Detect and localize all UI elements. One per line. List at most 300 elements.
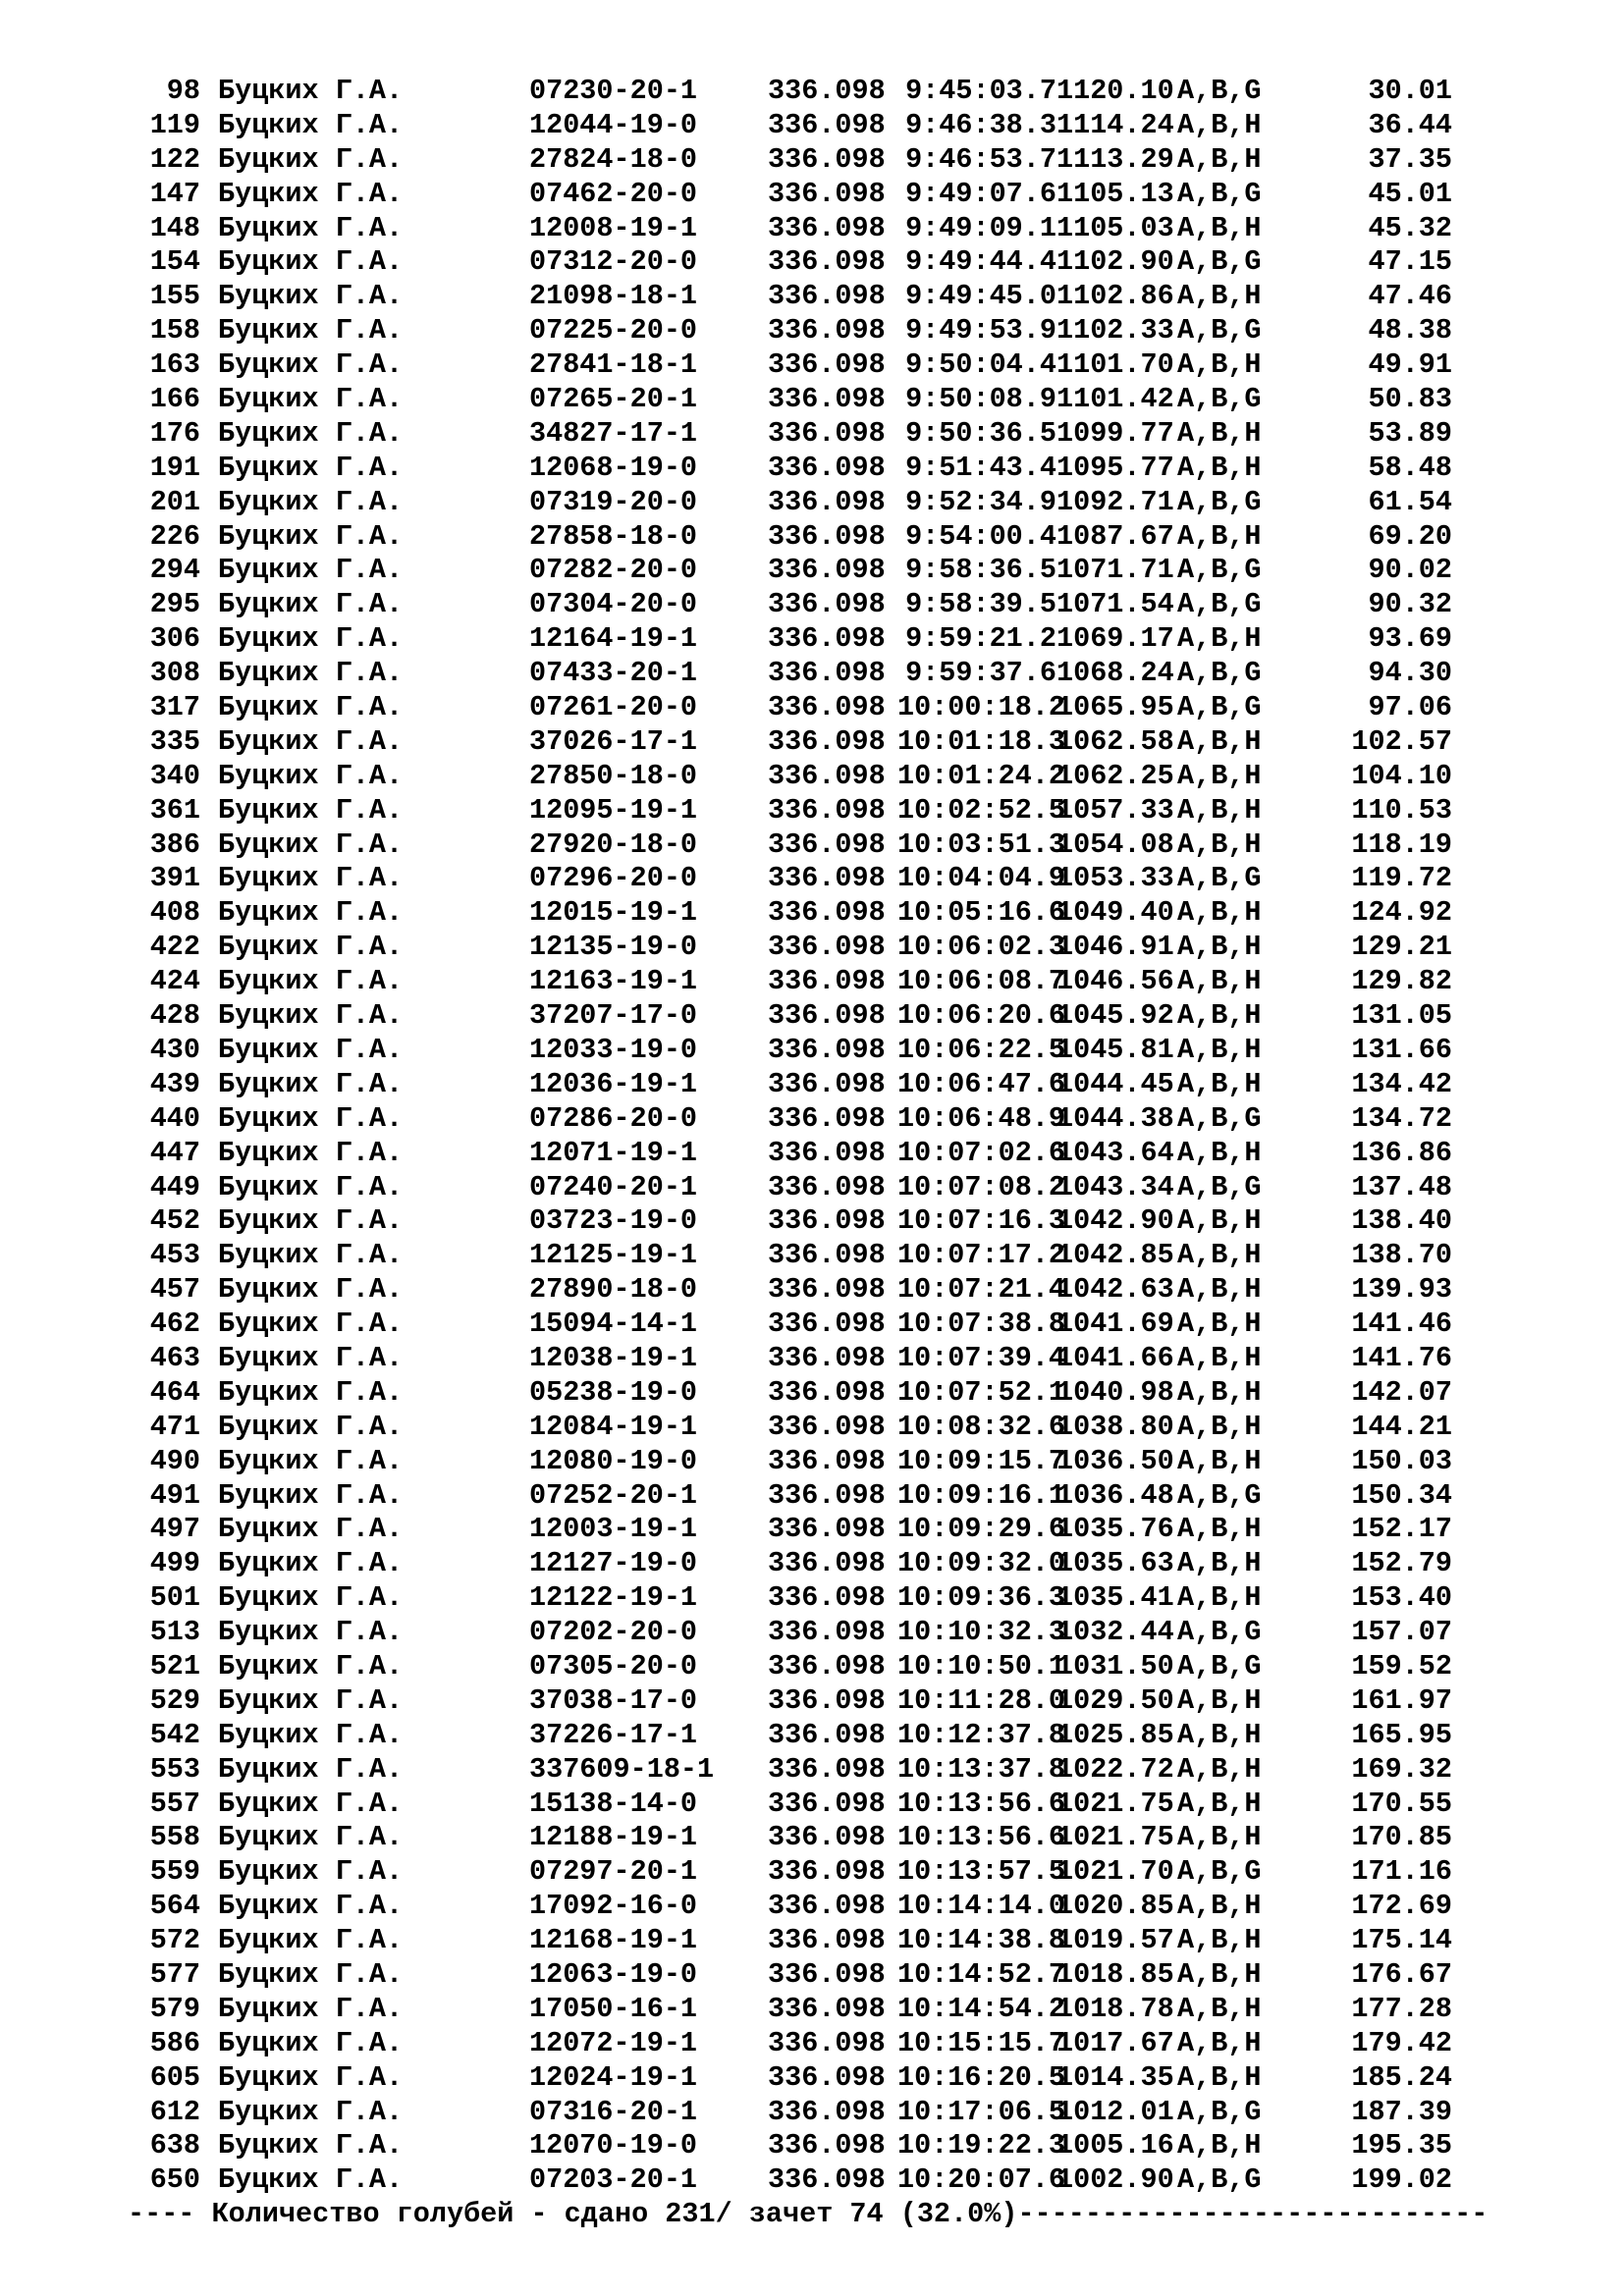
table-row [141,828,1595,863]
distance-cell: 336.098 [768,451,886,484]
category-flags-cell: A,B,H [1177,2060,1262,2094]
category-flags-cell: A,B,H [1177,1787,1262,1820]
ring-number-cell: 12168-19-1 [529,1924,698,1957]
name-cell: Буцких Г.А. [218,1341,404,1374]
place-cell: 558 [149,1821,200,1854]
table-row [141,862,1595,896]
speed-cell: 1022.72 [1056,1752,1174,1786]
speed-cell: 1021.75 [1056,1787,1174,1820]
table-row [141,1137,1595,1171]
points-cell: 195.35 [1351,2129,1452,2163]
name-cell: Буцких Г.А. [218,108,404,141]
arrival-time-cell: 10:08:32.6 [897,1410,1066,1443]
table-row [141,2096,1595,2130]
table-row [141,1034,1595,1068]
arrival-time-cell: 10:04:04.9 [897,862,1066,895]
place-cell: 386 [149,828,200,861]
arrival-time-cell: 10:20:07.6 [897,2163,1066,2197]
category-flags-cell: A,B,H [1177,828,1262,861]
place-cell: 462 [149,1308,200,1341]
name-cell: Буцких Г.А. [218,1478,404,1512]
place-cell: 612 [149,2095,200,2128]
points-cell: 170.55 [1351,1787,1452,1820]
place-cell: 463 [149,1341,200,1374]
arrival-time-cell: 9:49:09.1 [905,211,1056,244]
ring-number-cell: 37226-17-1 [529,1718,698,1751]
table-row [141,1855,1595,1890]
arrival-time-cell: 10:01:24.2 [897,759,1066,792]
distance-cell: 336.098 [768,1308,886,1341]
table-row [141,1376,1595,1411]
table-row [141,1890,1595,1924]
ring-number-cell: 37207-17-0 [529,999,698,1033]
distance-cell: 336.098 [768,999,886,1033]
table-row [141,1924,1595,1958]
points-cell: 170.85 [1351,1821,1452,1854]
place-cell: 605 [149,2060,200,2094]
name-cell: Буцких Г.А. [218,1444,404,1477]
name-cell: Буцких Г.А. [218,211,404,244]
points-cell: 119.72 [1351,862,1452,895]
speed-cell: 1032.44 [1056,1616,1174,1649]
distance-cell: 336.098 [768,965,886,998]
arrival-time-cell: 9:45:03.7 [905,75,1056,107]
place-cell: 424 [149,965,200,998]
ring-number-cell: 17092-16-0 [529,1890,698,1923]
points-cell: 61.54 [1368,485,1452,518]
points-cell: 36.44 [1368,108,1452,141]
speed-cell: 1018.78 [1056,1992,1174,2025]
place-cell: 317 [149,691,200,724]
distance-cell: 336.098 [768,862,886,895]
name-cell: Буцких Г.А. [218,1375,404,1409]
place-cell: 499 [149,1547,200,1580]
arrival-time-cell: 10:00:18.2 [897,691,1066,724]
points-cell: 90.32 [1368,588,1452,621]
points-cell: 165.95 [1351,1718,1452,1751]
category-flags-cell: A,B,G [1177,588,1262,621]
speed-cell: 1054.08 [1056,828,1174,861]
speed-cell: 1120.10 [1056,75,1174,107]
category-flags-cell: A,B,G [1177,1649,1262,1682]
place-cell: 542 [149,1718,200,1751]
place-cell: 491 [149,1478,200,1512]
ring-number-cell: 12122-19-1 [529,1581,698,1615]
ring-number-cell: 07305-20-0 [529,1649,698,1682]
ring-number-cell: 07225-20-0 [529,314,698,347]
points-cell: 129.21 [1351,931,1452,964]
distance-cell: 336.098 [768,1683,886,1717]
distance-cell: 336.098 [768,622,886,656]
name-cell: Буцких Г.А. [218,142,404,176]
category-flags-cell: A,B,H [1177,793,1262,827]
name-cell: Буцких Г.А. [218,245,404,279]
place-cell: 577 [149,1957,200,1991]
points-cell: 152.17 [1351,1513,1452,1546]
arrival-time-cell: 9:46:53.7 [905,142,1056,176]
distance-cell: 336.098 [768,108,886,141]
category-flags-cell: A,B,G [1177,1101,1262,1135]
place-cell: 158 [149,314,200,347]
distance-cell: 336.098 [768,2026,886,2059]
category-flags-cell: A,B,H [1177,1308,1262,1341]
distance-cell: 336.098 [768,1410,886,1443]
table-row [141,1273,1595,1308]
points-cell: 58.48 [1368,451,1452,484]
speed-cell: 1101.70 [1056,348,1174,382]
distance-cell: 336.098 [768,280,886,313]
arrival-time-cell: 10:14:52.7 [897,1957,1066,1991]
distance-cell: 336.098 [768,1136,886,1169]
arrival-time-cell: 9:58:36.5 [905,554,1056,587]
speed-cell: 1062.58 [1056,724,1174,758]
place-cell: 521 [149,1649,200,1682]
category-flags-cell: A,B,H [1177,280,1262,313]
category-flags-cell: A,B,G [1177,1478,1262,1512]
name-cell: Буцких Г.А. [218,416,404,450]
name-cell: Буцких Г.А. [218,1924,404,1957]
ring-number-cell: 27850-18-0 [529,759,698,792]
table-row [141,725,1595,760]
ring-number-cell: 12071-19-1 [529,1136,698,1169]
speed-cell: 1021.75 [1056,1821,1174,1854]
speed-cell: 1105.13 [1056,177,1174,210]
distance-cell: 336.098 [768,1718,886,1751]
speed-cell: 1102.86 [1056,280,1174,313]
place-cell: 471 [149,1410,200,1443]
table-row [141,999,1595,1034]
place-cell: 176 [149,416,200,450]
table-row [141,622,1595,657]
points-cell: 131.05 [1351,999,1452,1033]
category-flags-cell: A,B,H [1177,2026,1262,2059]
category-flags-cell: A,B,H [1177,1890,1262,1923]
place-cell: 422 [149,931,200,964]
place-cell: 306 [149,622,200,656]
ring-number-cell: 12095-19-1 [529,793,698,827]
points-cell: 50.83 [1368,383,1452,416]
ring-number-cell: 27920-18-0 [529,828,698,861]
name-cell: Буцких Г.А. [218,554,404,587]
ring-number-cell: 27858-18-0 [529,519,698,553]
table-row [141,1342,1595,1376]
table-row [141,1513,1595,1547]
points-cell: 141.76 [1351,1341,1452,1374]
category-flags-cell: A,B,G [1177,691,1262,724]
speed-cell: 1044.45 [1056,1067,1174,1100]
place-cell: 557 [149,1787,200,1820]
place-cell: 586 [149,2026,200,2059]
ring-number-cell: 12084-19-1 [529,1410,698,1443]
arrival-time-cell: 10:19:22.3 [897,2129,1066,2163]
name-cell: Буцких Г.А. [218,759,404,792]
speed-cell: 1041.69 [1056,1308,1174,1341]
points-cell: 47.46 [1368,280,1452,313]
ring-number-cell: 37038-17-0 [529,1683,698,1717]
name-cell: Буцких Г.А. [218,1821,404,1854]
distance-cell: 336.098 [768,1101,886,1135]
table-row [141,794,1595,828]
place-cell: 439 [149,1067,200,1100]
arrival-time-cell: 10:09:36.3 [897,1581,1066,1615]
ring-number-cell: 12070-19-0 [529,2129,698,2163]
speed-cell: 1092.71 [1056,485,1174,518]
distance-cell: 336.098 [768,314,886,347]
category-flags-cell: A,B,G [1177,1170,1262,1203]
speed-cell: 1062.25 [1056,759,1174,792]
ring-number-cell: 12044-19-0 [529,108,698,141]
arrival-time-cell: 9:49:45.0 [905,280,1056,313]
points-cell: 141.46 [1351,1308,1452,1341]
speed-cell: 1042.63 [1056,1273,1174,1307]
ring-number-cell: 12164-19-1 [529,622,698,656]
distance-cell: 336.098 [768,724,886,758]
table-row [141,691,1595,725]
distance-cell: 336.098 [768,1067,886,1100]
ring-number-cell: 27841-18-1 [529,348,698,382]
points-cell: 136.86 [1351,1136,1452,1169]
table-row [141,109,1595,143]
arrival-time-cell: 10:05:16.6 [897,896,1066,930]
distance-cell: 336.098 [768,1033,886,1066]
ring-number-cell: 12125-19-1 [529,1239,698,1272]
arrival-time-cell: 10:09:16.1 [897,1478,1066,1512]
name-cell: Буцких Г.А. [218,1067,404,1100]
speed-cell: 1043.64 [1056,1136,1174,1169]
results-table [141,75,1595,2198]
speed-cell: 1049.40 [1056,896,1174,930]
points-cell: 69.20 [1368,519,1452,553]
arrival-time-cell: 10:09:29.6 [897,1513,1066,1546]
place-cell: 490 [149,1444,200,1477]
arrival-time-cell: 10:14:38.8 [897,1924,1066,1957]
name-cell: Буцких Г.А. [218,862,404,895]
ring-number-cell: 12080-19-0 [529,1444,698,1477]
points-cell: 94.30 [1368,657,1452,690]
place-cell: 294 [149,554,200,587]
distance-cell: 336.098 [768,383,886,416]
speed-cell: 1018.85 [1056,1957,1174,1991]
speed-cell: 1095.77 [1056,451,1174,484]
table-row [141,1479,1595,1514]
points-cell: 175.14 [1351,1924,1452,1957]
table-row [141,280,1595,314]
distance-cell: 336.098 [768,1787,886,1820]
table-row [141,348,1595,383]
ring-number-cell: 12036-19-1 [529,1067,698,1100]
category-flags-cell: A,B,H [1177,1067,1262,1100]
category-flags-cell: A,B,G [1177,485,1262,518]
ring-number-cell: 07240-20-1 [529,1170,698,1203]
distance-cell: 336.098 [768,1478,886,1512]
distance-cell: 336.098 [768,828,886,861]
arrival-time-cell: 9:46:38.3 [905,108,1056,141]
arrival-time-cell: 10:07:52.1 [897,1375,1066,1409]
table-row [141,2061,1595,2096]
arrival-time-cell: 10:06:02.3 [897,931,1066,964]
points-cell: 53.89 [1368,416,1452,450]
name-cell: Буцких Г.А. [218,519,404,553]
arrival-time-cell: 9:49:07.6 [905,177,1056,210]
points-cell: 199.02 [1351,2163,1452,2197]
table-row [141,1239,1595,1273]
arrival-time-cell: 10:07:38.8 [897,1308,1066,1341]
distance-cell: 336.098 [768,1821,886,1854]
points-cell: 176.67 [1351,1957,1452,1991]
table-row [141,554,1595,588]
category-flags-cell: A,B,H [1177,999,1262,1033]
category-flags-cell: A,B,G [1177,2163,1262,2197]
name-cell: Буцких Г.А. [218,1101,404,1135]
ring-number-cell: 03723-19-0 [529,1204,698,1238]
distance-cell: 336.098 [768,75,886,107]
category-flags-cell: A,B,H [1177,1273,1262,1307]
arrival-time-cell: 10:11:28.0 [897,1683,1066,1717]
speed-cell: 1053.33 [1056,862,1174,895]
distance-cell: 336.098 [768,1341,886,1374]
table-row [141,1547,1595,1581]
place-cell: 449 [149,1170,200,1203]
place-cell: 553 [149,1752,200,1786]
ring-number-cell: 15138-14-0 [529,1787,698,1820]
points-cell: 138.70 [1351,1239,1452,1272]
speed-cell: 1005.16 [1056,2129,1174,2163]
name-cell: Буцких Г.А. [218,75,404,107]
category-flags-cell: A,B,H [1177,1513,1262,1546]
points-cell: 30.01 [1368,75,1452,107]
ring-number-cell: 17050-16-1 [529,1992,698,2025]
speed-cell: 1046.91 [1056,931,1174,964]
name-cell: Буцких Г.А. [218,793,404,827]
points-cell: 45.32 [1368,211,1452,244]
name-cell: Буцких Г.А. [218,1787,404,1820]
ring-number-cell: 12135-19-0 [529,931,698,964]
speed-cell: 1031.50 [1056,1649,1174,1682]
ring-number-cell: 12038-19-1 [529,1341,698,1374]
category-flags-cell: A,B,H [1177,108,1262,141]
category-flags-cell: A,B,H [1177,724,1262,758]
category-flags-cell: A,B,H [1177,1752,1262,1786]
ring-number-cell: 05238-19-0 [529,1375,698,1409]
place-cell: 572 [149,1924,200,1957]
speed-cell: 1105.03 [1056,211,1174,244]
speed-cell: 1102.33 [1056,314,1174,347]
category-flags-cell: A,B,H [1177,931,1262,964]
category-flags-cell: A,B,H [1177,1718,1262,1751]
points-cell: 150.03 [1351,1444,1452,1477]
table-row [141,1684,1595,1719]
distance-cell: 336.098 [768,1204,886,1238]
arrival-time-cell: 9:59:21.2 [905,622,1056,656]
table-row [141,1445,1595,1479]
table-row [141,486,1595,520]
place-cell: 148 [149,211,200,244]
name-cell: Буцких Г.А. [218,177,404,210]
ring-number-cell: 21098-18-1 [529,280,698,313]
name-cell: Буцких Г.А. [218,1239,404,1272]
arrival-time-cell: 10:07:08.2 [897,1170,1066,1203]
ring-number-cell: 12163-19-1 [529,965,698,998]
name-cell: Буцких Г.А. [218,931,404,964]
distance-cell: 336.098 [768,1649,886,1682]
speed-cell: 1068.24 [1056,657,1174,690]
ring-number-cell: 07265-20-1 [529,383,698,416]
speed-cell: 1002.90 [1056,2163,1174,2197]
ring-number-cell: 12072-19-1 [529,2026,698,2059]
category-flags-cell: A,B,H [1177,348,1262,382]
points-cell: 161.97 [1351,1683,1452,1717]
table-row [141,2027,1595,2061]
arrival-time-cell: 10:13:56.6 [897,1787,1066,1820]
arrival-time-cell: 9:50:08.9 [905,383,1056,416]
ring-number-cell: 07316-20-1 [529,2095,698,2128]
category-flags-cell: A,B,H [1177,451,1262,484]
arrival-time-cell: 9:49:53.9 [905,314,1056,347]
ring-number-cell: 27890-18-0 [529,1273,698,1307]
speed-cell: 1038.80 [1056,1410,1174,1443]
name-cell: Буцких Г.А. [218,280,404,313]
points-cell: 93.69 [1368,622,1452,656]
arrival-time-cell: 10:06:22.5 [897,1033,1066,1066]
category-flags-cell: A,B,H [1177,1033,1262,1066]
arrival-time-cell: 10:01:18.3 [897,724,1066,758]
ring-number-cell: 07261-20-0 [529,691,698,724]
distance-cell: 336.098 [768,759,886,792]
speed-cell: 1044.38 [1056,1101,1174,1135]
ring-number-cell: 07230-20-1 [529,75,698,107]
place-cell: 501 [149,1581,200,1615]
speed-cell: 1029.50 [1056,1683,1174,1717]
arrival-time-cell: 10:12:37.8 [897,1718,1066,1751]
name-cell: Буцких Г.А. [218,896,404,930]
speed-cell: 1043.34 [1056,1170,1174,1203]
table-row [141,588,1595,622]
name-cell: Буцких Г.А. [218,2163,404,2197]
points-cell: 152.79 [1351,1547,1452,1580]
arrival-time-cell: 10:15:15.7 [897,2026,1066,2059]
distance-cell: 336.098 [768,1752,886,1786]
arrival-time-cell: 10:13:37.8 [897,1752,1066,1786]
place-cell: 447 [149,1136,200,1169]
category-flags-cell: A,B,G [1177,1616,1262,1649]
speed-cell: 1035.63 [1056,1547,1174,1580]
arrival-time-cell: 10:07:39.4 [897,1341,1066,1374]
name-cell: Буцких Г.А. [218,588,404,621]
points-cell: 137.48 [1351,1170,1452,1203]
name-cell: Буцких Г.А. [218,1581,404,1615]
points-cell: 153.40 [1351,1581,1452,1615]
table-row [141,1719,1595,1753]
name-cell: Буцких Г.А. [218,1752,404,1786]
arrival-time-cell: 10:13:57.5 [897,1855,1066,1889]
name-cell: Буцких Г.А. [218,724,404,758]
category-flags-cell: A,B,H [1177,519,1262,553]
speed-cell: 1012.01 [1056,2095,1174,2128]
category-flags-cell: A,B,H [1177,965,1262,998]
distance-cell: 336.098 [768,1890,886,1923]
ring-number-cell: 07282-20-0 [529,554,698,587]
speed-cell: 1036.48 [1056,1478,1174,1512]
ring-number-cell: 07312-20-0 [529,245,698,279]
place-cell: 464 [149,1375,200,1409]
category-flags-cell: A,B,H [1177,896,1262,930]
category-flags-cell: A,B,H [1177,1924,1262,1957]
place-cell: 163 [149,348,200,382]
arrival-time-cell: 10:06:48.9 [897,1101,1066,1135]
place-cell: 335 [149,724,200,758]
distance-cell: 336.098 [768,554,886,587]
category-flags-cell: A,B,G [1177,177,1262,210]
